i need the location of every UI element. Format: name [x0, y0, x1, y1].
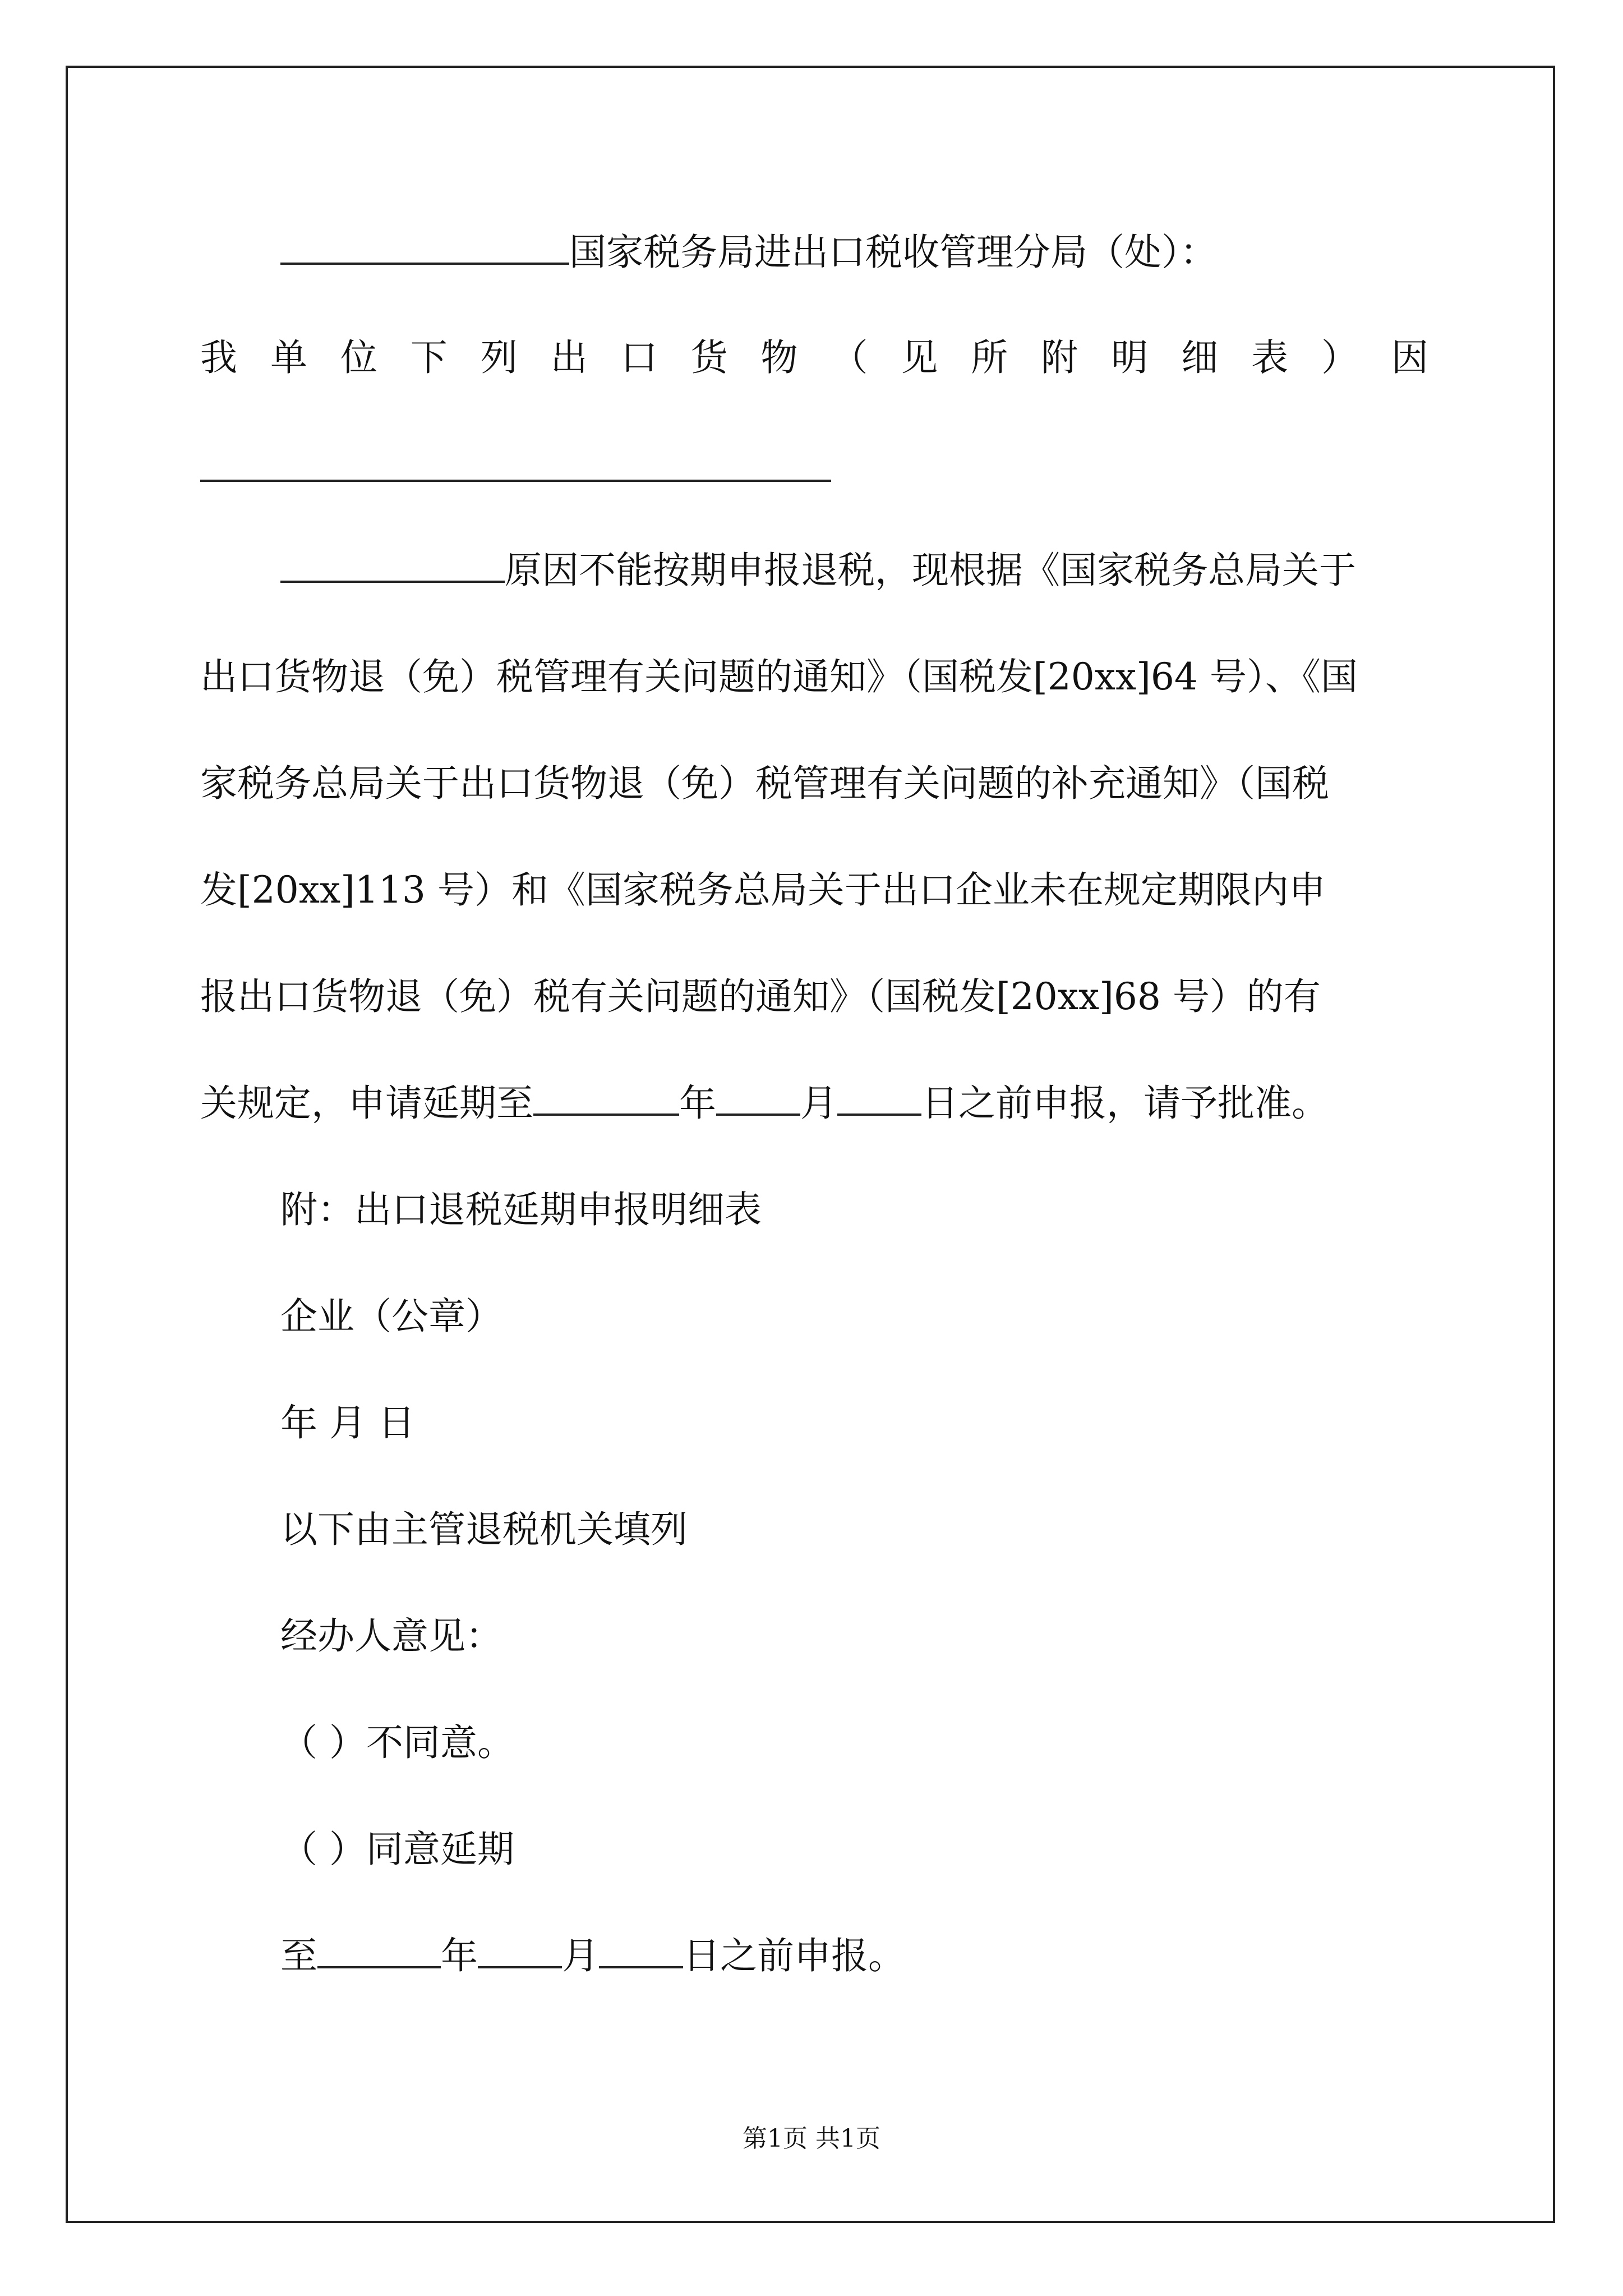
page-number-footer: 第1页 共1页 [743, 2124, 880, 2153]
deadline-year-blank[interactable] [317, 1934, 441, 1968]
company-seal-line: 企业（公章） [280, 1295, 502, 1338]
date-line: 年 月 日 [280, 1401, 415, 1444]
addressee-text: 国家税务局进出口税收管理分局（处）： [569, 231, 1217, 274]
attachment-line: 附：出口退税延期申报明细表 [280, 1188, 762, 1231]
body-line-4: 发[20xx]113 号）和《国家税务总局关于出口企业未在规定期限内申 [200, 868, 1326, 912]
opening-line [200, 335, 1428, 380]
deadline-day-blank[interactable] [599, 1934, 683, 1968]
page-border [66, 66, 1555, 2223]
opening-char: 下 [410, 336, 448, 379]
extension-year-blank[interactable] [533, 1081, 679, 1116]
opening-char: 附 [1041, 336, 1078, 379]
option-agree-extension[interactable]: （ ）同意延期 [280, 1828, 514, 1871]
office-name-blank[interactable] [280, 230, 569, 265]
body-line-6-start: 关规定，申请延期至 [200, 1082, 533, 1125]
opening-char: 出 [550, 336, 588, 379]
extension-month-label: 月 [800, 1082, 837, 1125]
body-line-1-text: 原因不能按期申报退税，现根据《国家税务总局关于 [505, 549, 1356, 592]
opening-char: 货 [690, 336, 728, 379]
opening-char: 所 [971, 336, 1008, 379]
deadline-month-blank[interactable] [478, 1934, 562, 1968]
handler-opinion-label: 经办人意见： [280, 1614, 502, 1658]
reason-blank[interactable] [280, 548, 505, 583]
extension-year-label: 年 [679, 1082, 716, 1125]
body-line-6 [200, 1081, 1329, 1126]
deadline-year-label: 年 [441, 1934, 478, 1977]
deadline-prefix: 至 [280, 1934, 317, 1977]
authority-note: 以下由主管退税机关填列 [280, 1508, 688, 1551]
option-disagree[interactable]: （ ）不同意。 [280, 1721, 514, 1764]
body-line-6-end: 日之前申报，请予批准。 [921, 1082, 1329, 1125]
opening-char: （ [831, 336, 868, 379]
opening-char: 细 [1181, 336, 1219, 379]
opening-char: 明 [1111, 336, 1149, 379]
addressee-line [280, 230, 1217, 275]
body-line-5: 报出口货物退（免）税有关问题的通知》（国税发[20xx]68 号）的有 [200, 975, 1321, 1018]
extension-month-blank[interactable] [716, 1081, 800, 1116]
opening-char: 单 [270, 336, 307, 379]
deadline-suffix: 日之前申报。 [683, 1934, 905, 1977]
opening-char: 我 [200, 336, 237, 379]
opening-char: 因 [1391, 336, 1428, 379]
opening-char: 见 [901, 336, 938, 379]
reason-blank-line[interactable] [200, 480, 831, 482]
opening-char: 列 [480, 336, 518, 379]
opening-char: 位 [340, 336, 377, 379]
extension-day-blank[interactable] [837, 1081, 921, 1116]
opening-char: 表 [1251, 336, 1289, 379]
body-line-3: 家税务总局关于出口货物退（免）税管理有关问题的补充通知》（国税 [200, 762, 1329, 805]
deadline-line [280, 1934, 905, 1978]
body-line-1 [280, 548, 1356, 593]
opening-char: ） [1321, 336, 1358, 379]
opening-char: 口 [620, 336, 658, 379]
body-line-2: 出口货物退（免）税管理有关问题的通知》（国税发[20xx]64 号）、《国 [200, 655, 1358, 698]
opening-char: 物 [760, 336, 798, 379]
deadline-month-label: 月 [562, 1934, 599, 1977]
